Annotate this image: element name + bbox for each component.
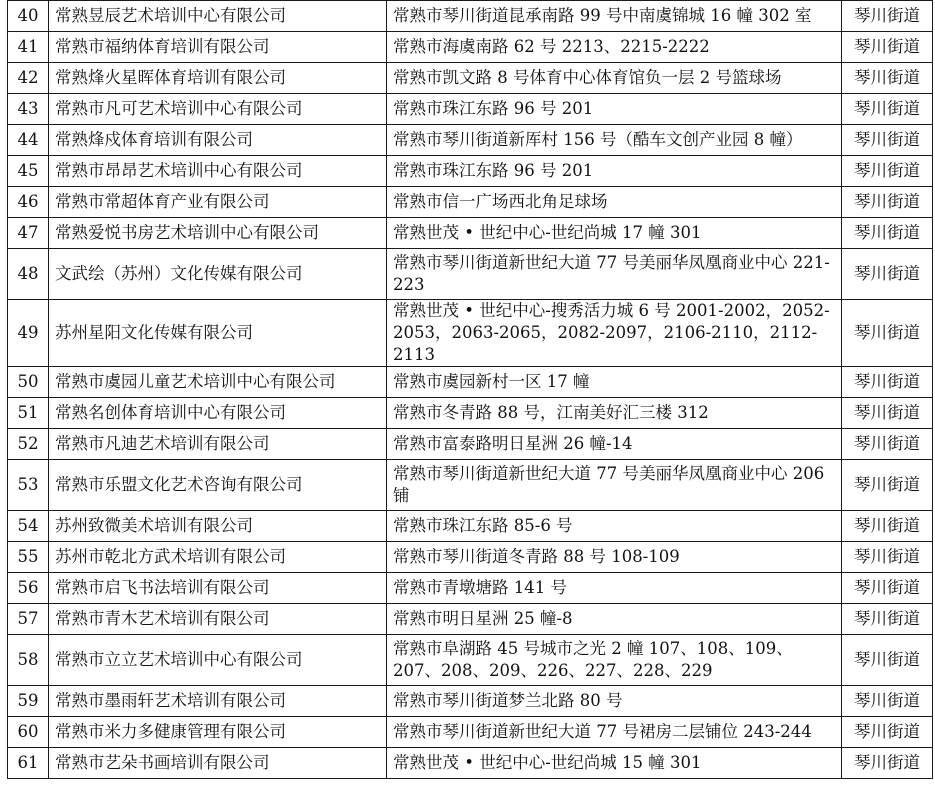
table-row: [8, 460, 933, 511]
company-address: 常熟市青墩塘路 141 号: [387, 573, 842, 604]
company-address: 常熟市珠江东路 96 号 201: [387, 156, 842, 187]
row-number: 41: [8, 32, 49, 63]
row-number: 47: [8, 218, 49, 249]
institution-table: [7, 0, 933, 779]
row-number: 51: [8, 398, 49, 429]
company-name: 常熟市米力多健康管理有限公司: [49, 717, 387, 748]
street-name: 琴川街道: [842, 300, 933, 367]
table-row: [8, 63, 933, 94]
street-name: 琴川街道: [842, 94, 933, 125]
table-row: [8, 1, 933, 32]
company-name: 常熟市常超体育产业有限公司: [49, 187, 387, 218]
street-name: 琴川街道: [842, 249, 933, 300]
company-name: 常熟市墨雨轩艺术培训有限公司: [49, 686, 387, 717]
company-name: 常熟市立立艺术培训中心有限公司: [49, 635, 387, 686]
street-name: 琴川街道: [842, 1, 933, 32]
row-number: 49: [8, 300, 49, 367]
row-number: 43: [8, 94, 49, 125]
company-name: 苏州市乾北方武术培训有限公司: [49, 542, 387, 573]
row-number: 61: [8, 748, 49, 779]
street-name: 琴川街道: [842, 398, 933, 429]
row-number: 48: [8, 249, 49, 300]
street-name: 琴川街道: [842, 156, 933, 187]
company-name: 常熟市昂昂艺术培训中心有限公司: [49, 156, 387, 187]
row-number: 44: [8, 125, 49, 156]
table-row: [8, 94, 933, 125]
company-address: 常熟市珠江东路 96 号 201: [387, 94, 842, 125]
table-row: [8, 398, 933, 429]
row-number: 45: [8, 156, 49, 187]
table-row: [8, 573, 933, 604]
company-address: 常熟市琴川街道冬青路 88 号 108-109: [387, 542, 842, 573]
row-number: 57: [8, 604, 49, 635]
company-address: 常熟市海虞南路 62 号 2213、2215-2222: [387, 32, 842, 63]
street-name: 琴川街道: [842, 125, 933, 156]
company-name: 常熟市凡迪艺术培训有限公司: [49, 429, 387, 460]
institution-table-body: [8, 1, 933, 779]
row-number: 58: [8, 635, 49, 686]
company-address: 常熟市琴川街道新世纪大道 77 号裙房二层铺位 243-244: [387, 717, 842, 748]
company-address: 常熟市明日星洲 25 幢-8: [387, 604, 842, 635]
table-row: [8, 187, 933, 218]
table-row: [8, 249, 933, 300]
company-address: 常熟市信一广场西北角足球场: [387, 187, 842, 218]
table-row: [8, 156, 933, 187]
company-name: 苏州致微美术培训有限公司: [49, 511, 387, 542]
company-name: 常熟烽戍体育培训有限公司: [49, 125, 387, 156]
row-number: 50: [8, 367, 49, 398]
row-number: 54: [8, 511, 49, 542]
street-name: 琴川街道: [842, 717, 933, 748]
table-row: [8, 635, 933, 686]
table-row: [8, 686, 933, 717]
street-name: 琴川街道: [842, 32, 933, 63]
table-row: [8, 300, 933, 367]
row-number: 53: [8, 460, 49, 511]
company-address: 常熟市珠江东路 85-6 号: [387, 511, 842, 542]
company-address: 常熟市阜湖路 45 号城市之光 2 幢 107、108、109、207、208、209、226、227、228、229: [387, 635, 842, 686]
company-name: 常熟市乐盟文化艺术咨询有限公司: [49, 460, 387, 511]
row-number: 59: [8, 686, 49, 717]
company-name: 常熟烽火星晖体育培训有限公司: [49, 63, 387, 94]
company-name: 常熟名创体育培训中心有限公司: [49, 398, 387, 429]
company-name: 苏州星阳文化传媒有限公司: [49, 300, 387, 367]
street-name: 琴川街道: [842, 187, 933, 218]
street-name: 琴川街道: [842, 218, 933, 249]
row-number: 55: [8, 542, 49, 573]
street-name: 琴川街道: [842, 367, 933, 398]
table-row: [8, 218, 933, 249]
row-number: 52: [8, 429, 49, 460]
company-address: 常熟市琴川街道新厍村 156 号（酷车文创产业园 8 幢）: [387, 125, 842, 156]
table-row: [8, 125, 933, 156]
company-address: 常熟世茂 • 世纪中心-世纪尚城 17 幢 301: [387, 218, 842, 249]
street-name: 琴川街道: [842, 748, 933, 779]
company-address: 常熟世茂 • 世纪中心-搜秀活力城 6 号 2001-2002，2052-2053，2063-2065，2082-2097，2106-2110，2112-2113: [387, 300, 842, 367]
street-name: 琴川街道: [842, 686, 933, 717]
company-name: 常熟市青木艺术培训有限公司: [49, 604, 387, 635]
company-name: 常熟爱悦书房艺术培训中心有限公司: [49, 218, 387, 249]
row-number: 56: [8, 573, 49, 604]
table-row: [8, 367, 933, 398]
company-address: 常熟市琴川街道新世纪大道 77 号美丽华凤凰商业中心 221-223: [387, 249, 842, 300]
company-address: 常熟市凯文路 8 号体育中心体育馆负一层 2 号篮球场: [387, 63, 842, 94]
table-row: [8, 542, 933, 573]
company-address: 常熟市虞园新村一区 17 幢: [387, 367, 842, 398]
company-address: 常熟市琴川街道梦兰北路 80 号: [387, 686, 842, 717]
street-name: 琴川街道: [842, 635, 933, 686]
street-name: 琴川街道: [842, 429, 933, 460]
company-address: 常熟市琴川街道昆承南路 99 号中南虞锦城 16 幢 302 室: [387, 1, 842, 32]
company-name: 常熟市艺朵书画培训有限公司: [49, 748, 387, 779]
table-row: [8, 32, 933, 63]
row-number: 40: [8, 1, 49, 32]
company-name: 常熟市启飞书法培训有限公司: [49, 573, 387, 604]
table-row: [8, 604, 933, 635]
company-name: 常熟市凡可艺术培训中心有限公司: [49, 94, 387, 125]
row-number: 46: [8, 187, 49, 218]
street-name: 琴川街道: [842, 511, 933, 542]
street-name: 琴川街道: [842, 63, 933, 94]
company-name: 常熟昱辰艺术培训中心有限公司: [49, 1, 387, 32]
street-name: 琴川街道: [842, 542, 933, 573]
street-name: 琴川街道: [842, 460, 933, 511]
company-name: 文武绘（苏州）文化传媒有限公司: [49, 249, 387, 300]
table-row: [8, 748, 933, 779]
company-address: 常熟市冬青路 88 号，江南美好汇三楼 312: [387, 398, 842, 429]
company-address: 常熟世茂 • 世纪中心-世纪尚城 15 幢 301: [387, 748, 842, 779]
table-row: [8, 717, 933, 748]
company-address: 常熟市富泰路明日星洲 26 幢-14: [387, 429, 842, 460]
table-row: [8, 429, 933, 460]
row-number: 60: [8, 717, 49, 748]
company-address: 常熟市琴川街道新世纪大道 77 号美丽华凤凰商业中心 206 铺: [387, 460, 842, 511]
company-name: 常熟市虞园儿童艺术培训中心有限公司: [49, 367, 387, 398]
company-name: 常熟市福纳体育培训有限公司: [49, 32, 387, 63]
table-row: [8, 511, 933, 542]
street-name: 琴川街道: [842, 604, 933, 635]
row-number: 42: [8, 63, 49, 94]
street-name: 琴川街道: [842, 573, 933, 604]
